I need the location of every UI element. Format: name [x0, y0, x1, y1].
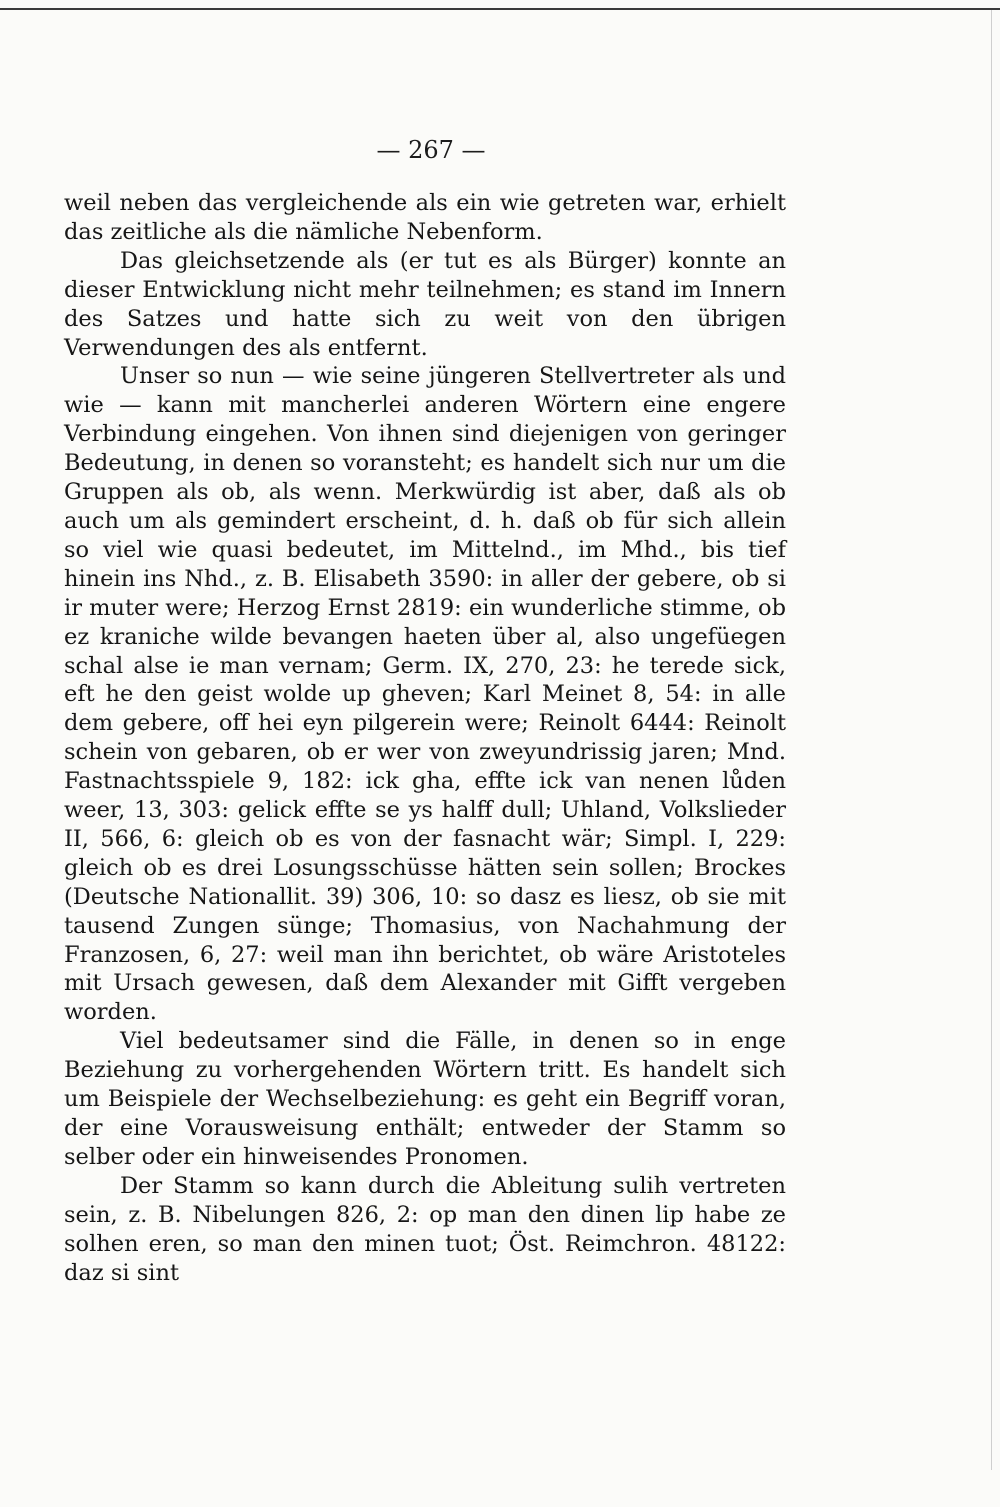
paragraph-5: Der Stamm so kann durch die Ableitung sulih vertreten sein, z. B. Nibelungen 826, 2: op man den dinen lip habe ze solhen eren, so man den minen tuot; Öst. Reimchron. 48122: daz si sint	[64, 1172, 786, 1286]
paragraph-4: Viel bedeutsamer sind die Fälle, in denen so in enge Beziehung zu vorhergehenden Wörtern tritt. Es handelt sich um Beispiele der Wechselbeziehung: es geht ein Begriff voran, der eine Vorausweisung enthält; entweder der Stamm so selber oder ein hinweisendes Pronomen.	[64, 1028, 786, 1170]
paragraph-2: Das gleichsetzende als (er tut es als Bürger) konnte an dieser Entwicklung nicht mehr teilnehmen; es stand im Innern des Satzes und hatte sich zu weit von den übrigen Verwendungen des als entfernt.	[64, 247, 786, 361]
scan-top-border	[0, 8, 1000, 10]
page-edge	[991, 10, 992, 1470]
paragraph-3: Unser so nun — wie seine jüngeren Stellvertreter als und wie — kann mit mancherlei anderen Wörtern eine engere Verbindung eingehen. Von ihnen sind diejenigen von geringer Bedeutung, in denen so voransteht; es handelt sich nur um die Gruppen als ob, als wenn. Merkwürdig ist aber, daß als ob auch um als gemindert erscheint, d. h. daß ob für sich allein so viel wie quasi bedeutet, im Mittelnd., im Mhd., bis tief hinein ins Nhd., z. B. Elisabeth 3590: in aller der gebere, ob si ir muter were; Herzog Ernst 2819: ein wunderliche stimme, ob ez kraniche wilde bevangen haeten über al, also ungefüegen schal alse ie man vernam; Germ. IX, 270, 23: he terede sick, eft he den geist wolde up gheven; Karl Meinet 8, 54: in alle dem gebere, off hei eyn pilgerein were; Reinolt 6444: Reinolt schein von gebaren, ob er wer von zweyundrissig jaren; Mnd. Fastnachtsspiele 9, 182: ick gha, effte ick van nenen lůden weer, 13, 303: gelick effte se ys halff dull; Uhland, Volkslieder II, 566, 6: gleich ob es von der fasnacht wär; Simpl. I, 229: gleich ob es drei Losungsschüsse hätten sein sollen; Brockes (Deutsche Nationallit. 39) 306, 10: so dasz es liesz, ob sie mit tausend Zungen sünge; Thomasius, von Nachahmung der Franzosen, 6, 27: weil man ihn berichtet, ob wäre Aristoteles mit Ursach gewesen, daß dem Alexander mit Gifft vergeben worden.	[64, 363, 786, 1026]
body-text	[64, 189, 786, 1287]
paragraph-1: weil neben das vergleichende als ein wie getreten war, erhielt das zeitliche als die nämliche Nebenform.	[64, 190, 786, 245]
page-number: — 267 —	[376, 136, 486, 164]
